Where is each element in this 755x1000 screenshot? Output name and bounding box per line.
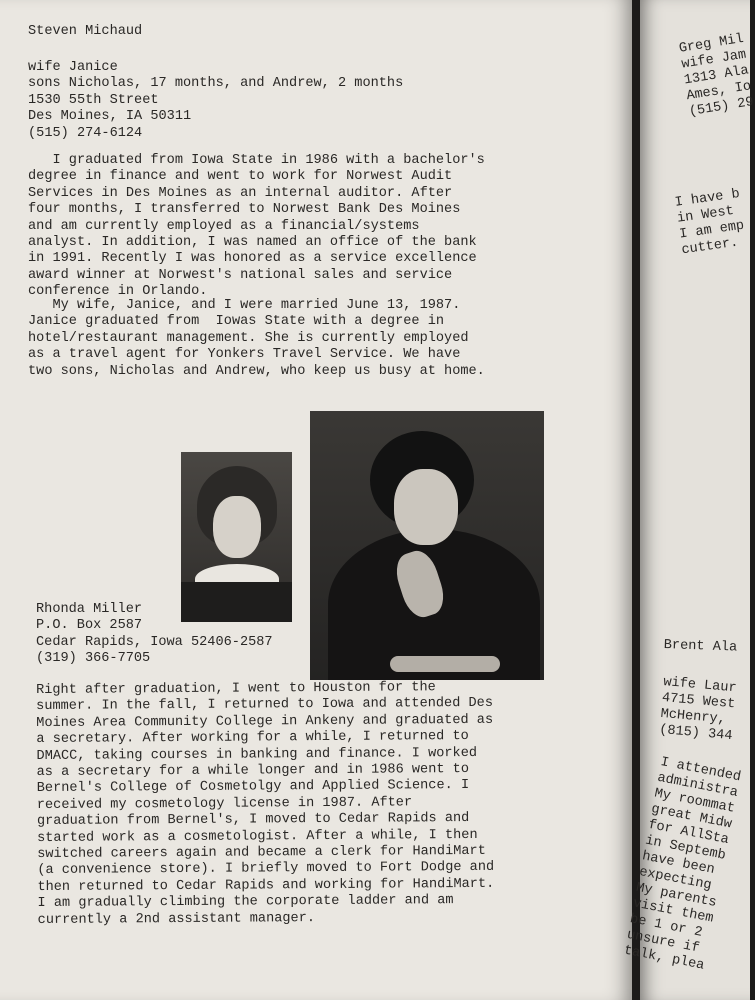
steven-name: Steven Michaud — [28, 24, 143, 39]
rhonda-address-block: Rhonda Miller P.O. Box 2587 Cedar Rapids, Iowa 52406-2587 (319) 366-7705 — [36, 602, 273, 667]
right-page — [622, 0, 755, 1000]
steven-address-block: wife Janice sons Nicholas, 17 months, and Andrew, 2 months 1530 55th Street Des Moines, IA 50311 (515) 274-6124 — [28, 60, 404, 141]
yearbook-photo-small — [181, 452, 292, 622]
steven-paragraph-2: My wife, Janice, and I were married June 13, 1987. Janice graduated from Iowas State with a degree in hotel/restaurant management. She is currently employed as a travel agent for Yonkers Travel Service. We have two sons, Nicholas and Andrew, who keep us busy at home. — [28, 298, 485, 379]
steven-paragraph-1: I graduated from Iowa State in 1986 with a bachelor's degree in finance and went to work for Norwest Audit Services in Des Moines as an internal auditor. After four months, I transferred to Norwest Bank Des Moines and am currently employed as a financial/systems analyst. In addition, I was named an office of the bank in 1991. Recently I was honored as a service excellence award winner at Norwest's national sales and service conference in Orlando. — [28, 153, 485, 300]
brent-bio: I attended administra My roommat great Midw for AllSta in Septemb have been expecting My parents visit them be 1 or 2 unsure if talk, plea — [622, 755, 743, 974]
greg-bio: I have b in West I am emp cutter. — [674, 186, 746, 259]
brent-address-block: wife Laur 4715 West McHenry, (815) 344 — [658, 675, 738, 745]
portrait-photo-large — [310, 411, 544, 680]
greg-address-block: Greg Mil wife Jam 1313 Ala Ames, Io (515) 29 — [678, 31, 755, 121]
brent-name: Brent Ala — [663, 638, 738, 656]
rhonda-bio: Right after graduation, I went to Houston for the summer. In the fall, I returned to Iowa and attended Des Moines Area Community College in Ankeny and graduated as a secretary. After working for a while, I returned to DMACC, taking courses in banking and finance. I worked as a secretary for a while longer and in 1986 went to Bernel's College of Cosmetolgy and Applied Science. I received my cosmetology license in 1987. After graduation from Bernel's, I moved to Cedar Rapids and started work as a cosmetologist. After a while, I then switched careers again and became a clerk for HandiMart (a convenience store). I briefly moved to Fort Dodge and then returned to Cedar Rapids and working for HandiMart. I am gradually climbing the corporate ladder and am currently a 2nd assistant manager. — [36, 680, 495, 928]
